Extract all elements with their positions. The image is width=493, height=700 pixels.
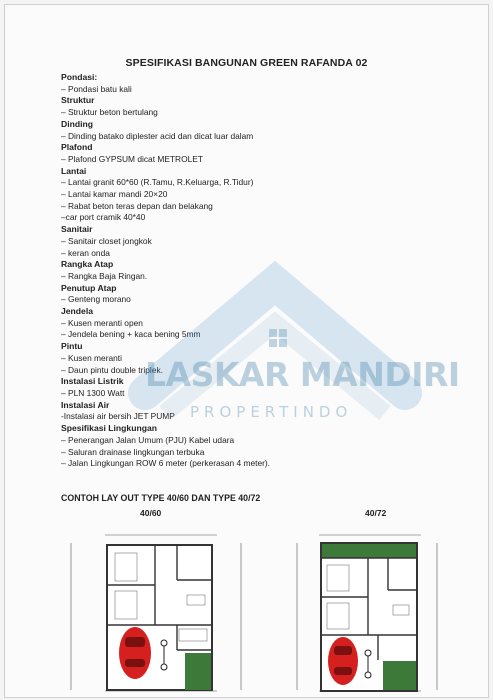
spec-item: – Genteng morano [61,294,131,305]
floor-plan-40-72 [293,525,443,697]
spec-heading: Spesifikasi Lingkungan [61,423,157,434]
spec-item: – Daun pintu double triplek. [61,364,163,375]
watermark-sub: PROPERTINDO [190,403,353,421]
floor-plan-40-60 [67,525,247,697]
spec-item: – Penerangan Jalan Umum (PJU) Kabel udara [61,434,235,445]
spec-heading: Plafond [61,142,93,153]
car-icon-2 [328,637,358,685]
spec-item: – Jendela bening + kaca bening 5mm [61,329,201,340]
rear-garden-patch [322,544,416,558]
spec-heading: Jendela [61,306,94,317]
spec-item: – PLN 1300 Watt [61,387,125,398]
spec-item: – Rangka Baja Ringan. [61,270,148,281]
spec-item: –car port cramik 40*40 [61,212,146,223]
spec-heading: Lantai [61,165,87,176]
spec-item: – Pondasi batu kali [61,83,132,94]
plan-label-40-60: 40/60 [140,508,162,518]
spec-heading: Pintu [61,341,83,352]
spec-heading: Dinding [61,118,93,129]
spec-item: – Lantai granit 60*60 (R.Tamu, R.Keluarga, R.Tidur) [61,177,254,188]
spec-item: – Lantai kamar mandi 20×20 [61,189,168,200]
document-page [4,4,489,698]
spec-item: – Rabat beton teras depan dan belakang [61,200,213,211]
car-icon [119,627,151,679]
spec-heading: Pondasi: [61,72,98,82]
spec-item: – Sanitair closet jongkok [61,235,152,246]
layout-title: CONTOH LAY OUT TYPE 40/60 DAN TYPE 40/72 [61,493,261,503]
garden-patch [185,653,211,690]
spec-heading: Struktur [61,95,95,106]
spec-item: – Struktur beton bertulang [61,107,158,118]
spec-item: – keran onda [61,247,110,258]
watermark-brand: LASKAR MANDIRI [145,355,460,394]
spec-heading: Penutup Atap [61,282,117,293]
spec-item: – Dinding batako diplester acid dan dicat luar dalam [61,130,254,141]
spec-item: -Instalasi air bersih JET PUMP [61,411,175,422]
front-garden-patch [383,661,416,690]
spec-item: – Plafond GYPSUM dicat METROLET [61,153,203,164]
plan-label-40-72: 40/72 [365,508,387,518]
spec-item: – Kusen meranti open [61,317,143,328]
spec-heading: Rangka Atap [61,259,114,270]
spec-item: – Saluran drainase lingkungan terbuka [61,446,205,457]
spec-heading: Instalasi Listrik [61,376,124,387]
spec-heading: Sanitair [61,224,93,235]
spec-item: – Jalan Lingkungan ROW 6 meter (perkerasan 4 meter). [61,458,271,469]
spec-heading: Instalasi Air [61,399,110,410]
spec-item: – Kusen meranti [61,352,122,363]
document-title: SPESIFIKASI BANGUNAN GREEN RAFANDA 02 [125,57,368,69]
